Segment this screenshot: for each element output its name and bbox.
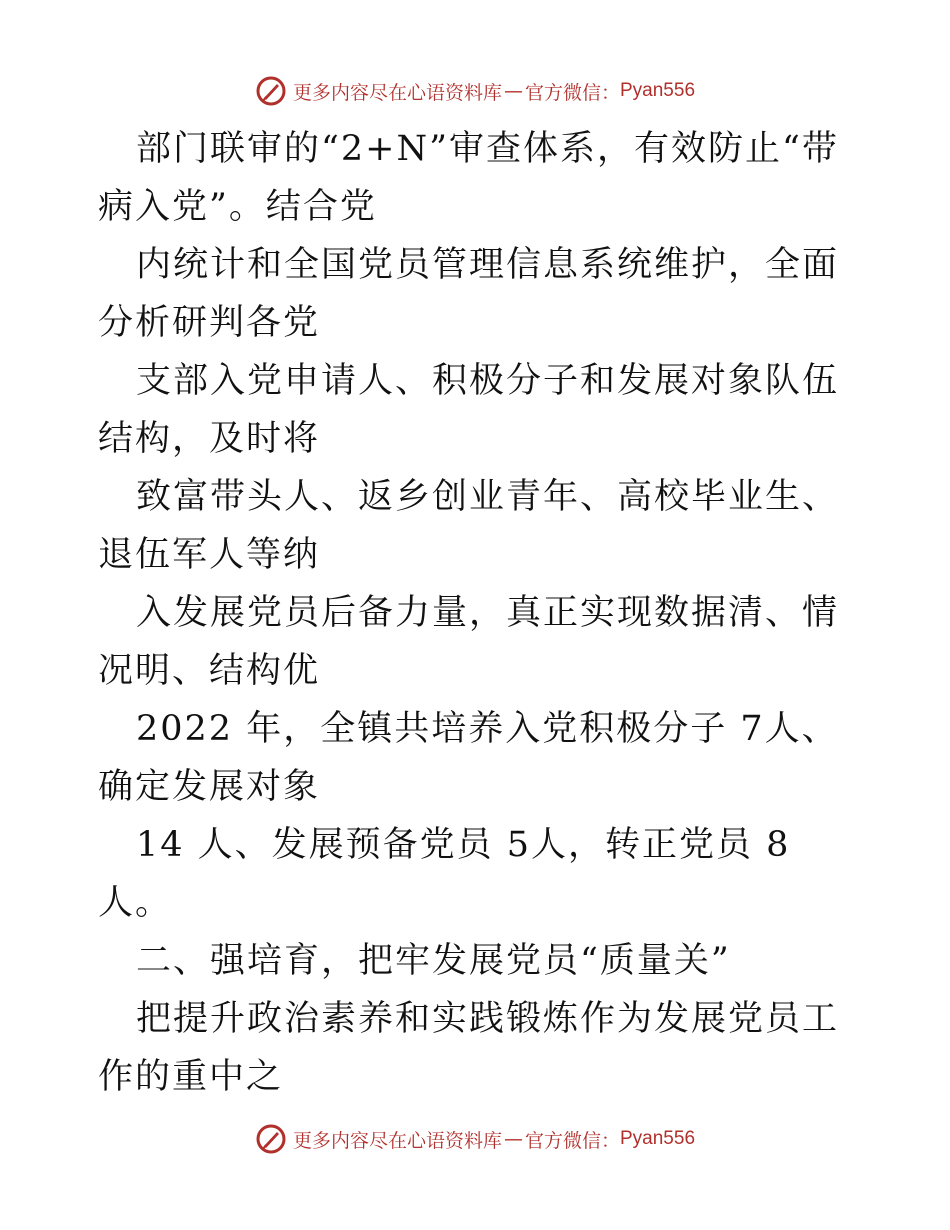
paragraph: 部门联审的“2+N”审查体系，有效防止“带病入党”。结合党 (98, 129, 839, 227)
banner-main-text: 更多内容尽在心语资料库 (292, 1129, 502, 1152)
banner-wechat-id: Pyan556 (620, 1128, 696, 1149)
document-body (98, 120, 858, 1106)
banner-separator: — (503, 80, 523, 102)
banner-main-text: 更多内容尽在心语资料库 (292, 81, 502, 104)
section-heading: 二、强培育，把牢发展党员“质量关” (136, 941, 731, 981)
banner-separator: — (503, 1128, 523, 1150)
feather-pen-logo-icon (255, 75, 287, 107)
paragraph: 致富带头人、返乡创业青年、高校毕业生、退伍军人等纳 (98, 477, 840, 575)
paragraph: 14 人、发展预备党员 5人，转正党员 8人。 (98, 825, 791, 923)
footer-watermark-banner (0, 1122, 950, 1156)
banner-wechat-label: 官方微信： (524, 1129, 620, 1152)
paragraph: 内统计和全国党员管理信息系统维护，全面分析研判各党 (98, 245, 840, 343)
paragraph: 把提升政治素养和实践锻炼作为发展党员工作的重中之 (98, 999, 840, 1097)
banner-wechat-id: Pyan556 (620, 80, 696, 101)
header-watermark-banner (0, 74, 950, 108)
feather-pen-logo-icon (255, 1123, 287, 1155)
paragraph: 入发展党员后备力量，真正实现数据清、情况明、结构优 (98, 593, 840, 691)
paragraph: 支部入党申请人、积极分子和发展对象队伍结构，及时将 (98, 361, 840, 459)
paragraph: 2022 年，全镇共培养入党积极分子 7人、确定发展对象 (98, 709, 839, 807)
banner-wechat-label: 官方微信： (524, 81, 620, 104)
